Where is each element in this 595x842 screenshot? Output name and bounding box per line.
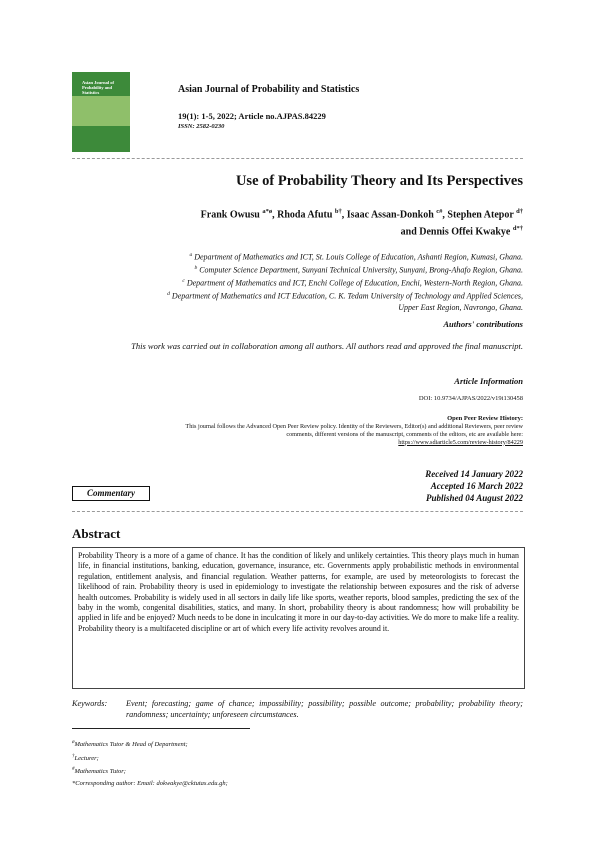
author-affil-mark: c#: [436, 208, 443, 215]
keywords-label: Keywords:: [72, 699, 108, 708]
open-peer-review-text: This journal follows the Advanced Open Peer Review policy. Identity of the Reviewers, Editor(s) and additional Reviewers, peer review comments, different versions of the manuscript, comments of the editors, etc are available here: https://www.sdiarticle5.com/review-history/84229: [185, 423, 523, 446]
article-info-heading: Article Information: [454, 376, 523, 386]
author-affil-mark: d†: [516, 208, 523, 215]
contributions-text: This work was carried out in collaboration among all authors. All authors read and approved the final manuscript.: [131, 341, 523, 351]
abstract-text: Probability Theory is a more of a game of chance. It has the condition of likely and unlikely certainties. This theory plays much in human life, in financial institutions, banking, education, governance, insurance, etc. Governments apply probabilistic methods in environmental regulation, entitlement analysis, and financial regulation. Weather patterns, for example, are used by meteorologists to forecast the likelihood of rain. Probability theory is used in epidemiology to investigate the relationship between exposures and the risk of adverse health outcomes. Probability is widely used in all sectors in daily life like sports, weather reports, blood samples, predicting the sex of the baby in the womb, congenital disabilities, statics, and many. In short, probability theory is about randomness; how will probability be applied in life and be enjoyed? Much needs to be done in inculcating it more in our day-to-day activities. We do more to make life a reality. Probability theory is a multifaceted discipline or art of which every life activity revolves around it.: [72, 547, 525, 689]
author-name: Dennis Offei Kwakye: [419, 226, 511, 238]
author-name: Isaac Assan-Donkoh: [346, 209, 434, 221]
footnote-rule: [72, 728, 250, 729]
author-name: Rhoda Afutu: [277, 209, 333, 221]
keywords-text: Event; forecasting; game of chance; impossibility; possibility; possible outcome; probability; probability theory; randomness; uncertainty; unforeseen circumstances.: [126, 699, 523, 719]
issn: ISSN: 2582-0230: [178, 123, 225, 130]
author-affil-mark: a*ø: [262, 208, 273, 215]
affiliations: [72, 250, 523, 313]
journal-name: Asian Journal of Probability and Statistics: [178, 84, 360, 95]
issue-info: 19(1): 1-5, 2022; Article no.AJPAS.84229: [178, 111, 326, 121]
accepted-date: Accepted 16 March 2022: [430, 481, 523, 491]
footnotes: [72, 737, 228, 789]
journal-cover-thumbnail: [72, 72, 130, 152]
affiliation: $^b$ Computer Science Department, Sunyani Technical University, Sunyani, Brong-Ahafo Region, Ghana.: [194, 265, 523, 275]
contributions-heading: Authors' contributions: [443, 319, 523, 329]
doi: DOI: 10.9734/AJPAS/2022/v19i130458: [418, 395, 523, 402]
author-list: Frank Owusu $^{a*ø}$, Rhoda Afutu $^{b\dagger}$, Isaac Assan-Donkoh $^{c\#}$, Stephen Atepor $^{d\dagger}$ and Dennis Offei Kwakye $^{d*\dagger}$: [200, 208, 523, 238]
cover-journal-title: Asian Journal of Probability and Statistics: [82, 80, 115, 95]
article-type-badge: Commentary: [72, 486, 150, 501]
article-dates: [300, 468, 523, 504]
author-name: Stephen Atepor: [447, 209, 514, 221]
author-name: Frank Owusu: [200, 209, 260, 221]
published-date: Published 04 August 2022: [426, 493, 523, 503]
footnote: #Mathematics Tutor;: [72, 767, 126, 776]
author-affil-mark: d*†: [512, 225, 523, 233]
review-history-link[interactable]: https://www.sdiarticle5.com/review-history/84229: [398, 438, 523, 446]
author-affil-mark: b†: [334, 208, 342, 215]
abstract-heading: Abstract: [72, 526, 121, 541]
affiliation: $^d$ Department of Mathematics and ICT Education, C. K. Tedam University of Technology and Applied Sciences,: [167, 291, 523, 302]
abstract-divider: [72, 511, 523, 512]
header-divider: [72, 158, 523, 159]
affiliation: Upper East Region, Navrongo, Ghana.: [398, 302, 523, 312]
footnote: $^ø$Mathematics Tutor & Head of Department;: [72, 740, 188, 749]
open-peer-review-heading: Open Peer Review History:: [447, 415, 523, 422]
received-date: Received 14 January 2022: [425, 469, 523, 479]
cover-band: [72, 96, 130, 126]
article-title: Use of Probability Theory and Its Perspectives: [235, 173, 523, 189]
footnote: *Corresponding author: Email: dokwakye@cktutas.edu.gh;: [72, 779, 228, 787]
footnote: †Lecturer;: [72, 753, 99, 762]
affiliation: $^c$ Department of Mathematics and ICT, Enchi College of Education, Enchi, Western-North Region, Ghana.: [182, 278, 523, 288]
affiliation: $^a$ Department of Mathematics and ICT, St. Louis College of Education, Ashanti Region, Kumasi, Ghana.: [189, 252, 523, 262]
